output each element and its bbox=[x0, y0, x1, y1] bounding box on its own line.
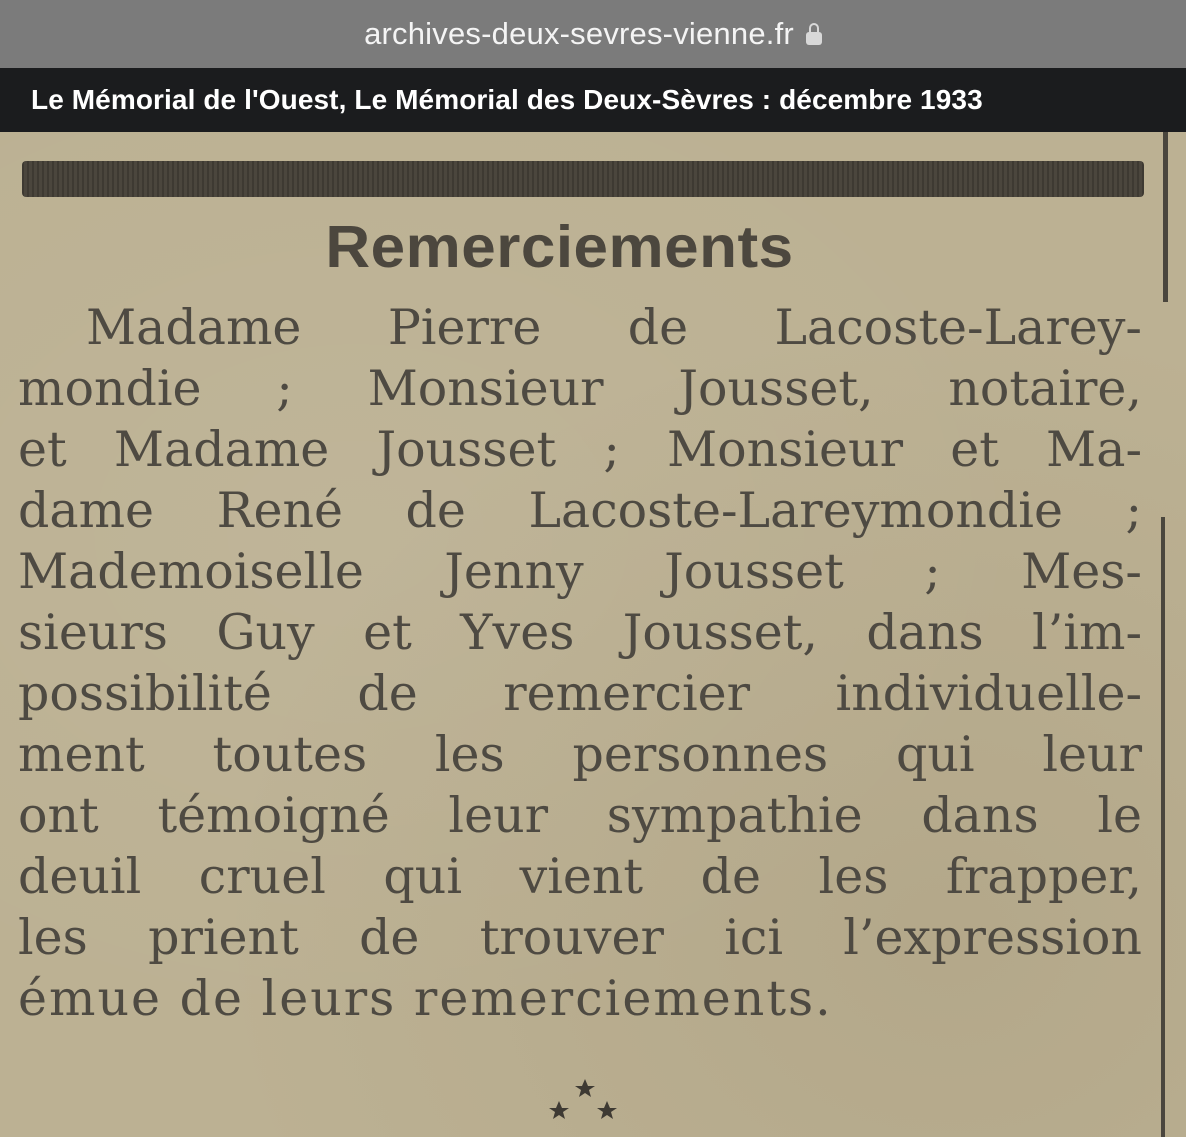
lock-icon bbox=[806, 23, 822, 47]
article-line: mondie ; Monsieur Jousset, notaire, bbox=[18, 360, 1142, 417]
three-star-asterism-icon bbox=[545, 1077, 625, 1127]
article-line: ment toutes les personnes qui leur bbox=[18, 726, 1142, 783]
header-rule bbox=[22, 161, 1144, 197]
article-body bbox=[18, 297, 1142, 1029]
url-text[interactable]: archives-deux-sevres-vienne.fr bbox=[364, 16, 794, 51]
article-heading: Remerciements bbox=[325, 214, 794, 281]
article-line: possibilité de remercier individuelle- bbox=[18, 665, 1142, 722]
article-line: sieurs Guy et Yves Jousset, dans l’im- bbox=[18, 604, 1142, 661]
article-line: émue de leurs remerciements. bbox=[18, 970, 833, 1027]
column-divider-bottom bbox=[1161, 517, 1165, 1137]
column-divider-top bbox=[1163, 132, 1168, 302]
article-line: ont témoigné leur sympathie dans le bbox=[18, 787, 1142, 844]
article-line: dame René de Lacoste-Lareymondie ; bbox=[18, 482, 1142, 539]
article-line: Mademoiselle Jenny Jousset ; Mes- bbox=[18, 543, 1142, 600]
article-line: deuil cruel qui vient de les frapper, bbox=[18, 848, 1142, 905]
article-line: les prient de trouver ici l’expression bbox=[18, 909, 1142, 966]
newspaper-scan bbox=[0, 132, 1186, 1137]
page-title: Le Mémorial de l'Ouest, Le Mémorial des Deux-Sèvres : décembre 1933 bbox=[31, 84, 983, 115]
address-bar[interactable] bbox=[0, 0, 1186, 68]
page-title-bar bbox=[0, 68, 1186, 132]
article-line: et Madame Jousset ; Monsieur et Ma- bbox=[18, 421, 1142, 478]
article-line: Madame Pierre de Lacoste-Larey- bbox=[86, 299, 1142, 356]
